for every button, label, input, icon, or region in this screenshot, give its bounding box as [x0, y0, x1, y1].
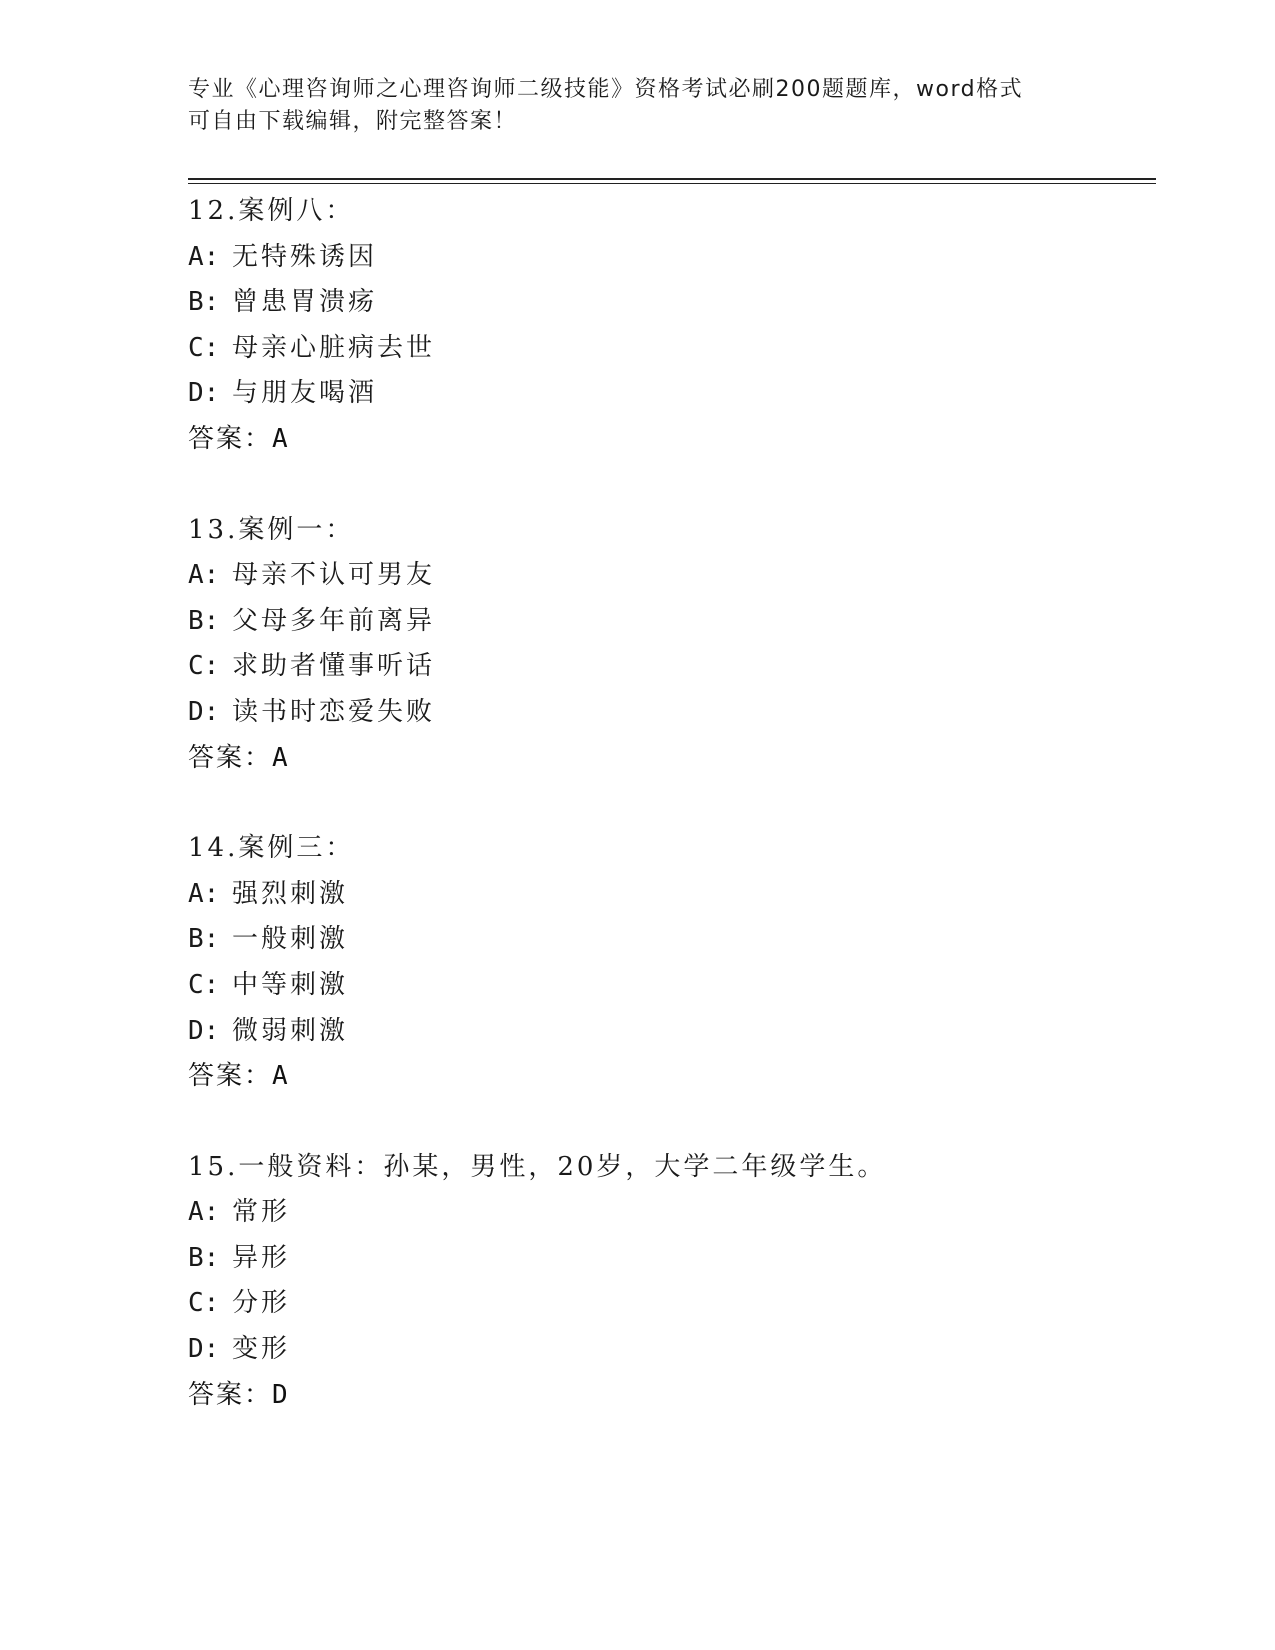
- option-label: A:: [188, 560, 220, 591]
- option-b: [188, 917, 1156, 963]
- option-label: B:: [188, 605, 220, 636]
- question-15: [188, 1145, 1156, 1419]
- option-d: [188, 690, 1156, 736]
- option-c: [188, 644, 1156, 690]
- option-label: A:: [188, 241, 220, 272]
- answer-line: [188, 417, 1156, 463]
- document-header: [188, 74, 1088, 138]
- option-label: C:: [188, 969, 220, 1000]
- option-a: [188, 872, 1156, 918]
- option-b: [188, 280, 1156, 326]
- option-label: C:: [188, 1288, 220, 1319]
- header-line-1: 专业《心理咨询师之心理咨询师二级技能》资格考试必刷200题题库，word格式: [188, 77, 1024, 102]
- option-label: B:: [188, 1242, 220, 1273]
- answer-label: 答案：: [188, 1061, 273, 1092]
- question-14: [188, 826, 1156, 1100]
- answer-line: [188, 1054, 1156, 1100]
- option-text: 常形: [232, 1197, 291, 1228]
- answer-label: 答案：: [188, 1379, 273, 1410]
- option-text: 母亲不认可男友: [232, 560, 436, 591]
- option-a: [188, 1190, 1156, 1236]
- option-label: D:: [188, 696, 220, 727]
- option-label: D:: [188, 378, 220, 409]
- option-text: 父母多年前离异: [232, 605, 436, 636]
- option-b: [188, 599, 1156, 645]
- option-text: 分形: [232, 1288, 291, 1319]
- option-label: B:: [188, 924, 220, 955]
- option-text: 母亲心脏病去世: [232, 332, 436, 363]
- option-c: [188, 963, 1156, 1009]
- question-12: [188, 189, 1156, 463]
- option-text: 微弱刺激: [232, 1015, 349, 1046]
- question-stem: 12.案例八：: [188, 196, 355, 226]
- answer-label: 答案：: [188, 423, 273, 454]
- header-divider-thick: [188, 178, 1156, 180]
- option-text: 无特殊诱因: [232, 241, 378, 272]
- option-text: 中等刺激: [232, 969, 349, 1000]
- option-label: C:: [188, 651, 220, 682]
- question-stem: 14.案例三：: [188, 833, 355, 864]
- option-label: A:: [188, 878, 220, 909]
- header-divider-thin: [188, 183, 1156, 184]
- option-text: 一般刺激: [232, 924, 349, 955]
- answer-line: [188, 736, 1156, 782]
- option-text: 异形: [232, 1242, 291, 1273]
- question-stem: 15.一般资料：孙某，男性，20岁，大学二年级学生。: [188, 1151, 887, 1182]
- option-text: 强烈刺激: [232, 878, 349, 909]
- answer-line: [188, 1373, 1156, 1419]
- answer-value: A: [272, 423, 290, 454]
- option-label: B:: [188, 287, 220, 318]
- option-b: [188, 1236, 1156, 1282]
- header-line-2: 可自由下载编辑，附完整答案！: [188, 109, 518, 134]
- option-text: 曾患胃溃疡: [232, 287, 378, 318]
- option-a: [188, 553, 1156, 599]
- option-text: 变形: [232, 1334, 291, 1365]
- option-d: [188, 371, 1156, 417]
- option-text: 与朋友喝酒: [232, 378, 378, 409]
- option-d: [188, 1327, 1156, 1373]
- option-c: [188, 1281, 1156, 1327]
- option-label: C:: [188, 332, 220, 363]
- answer-value: D: [272, 1379, 290, 1410]
- option-label: A:: [188, 1197, 220, 1228]
- option-text: 读书时恋爱失败: [232, 696, 436, 727]
- answer-label: 答案：: [188, 742, 273, 773]
- question-list: [188, 189, 1156, 1463]
- option-text: 求助者懂事听话: [232, 651, 436, 682]
- answer-value: A: [272, 742, 290, 773]
- answer-value: A: [272, 1061, 290, 1092]
- question-13: [188, 508, 1156, 782]
- option-a: [188, 235, 1156, 281]
- question-stem: 13.案例一：: [188, 514, 355, 545]
- option-c: [188, 326, 1156, 372]
- option-d: [188, 1009, 1156, 1055]
- option-label: D:: [188, 1015, 220, 1046]
- option-label: D:: [188, 1334, 220, 1365]
